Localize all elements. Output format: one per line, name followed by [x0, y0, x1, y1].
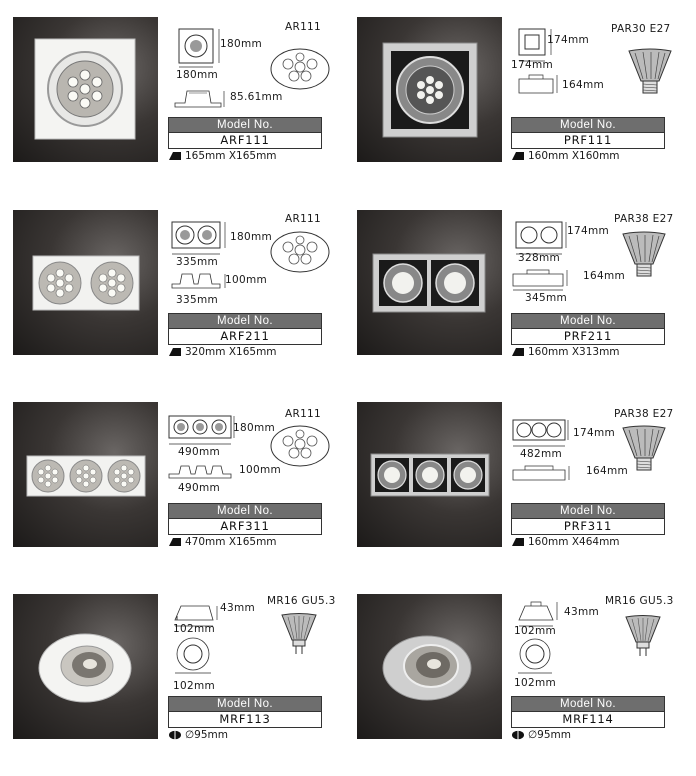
product-card-mrf113 [13, 594, 343, 744]
square-cutout-icon [511, 537, 525, 547]
cutout-size [511, 729, 571, 741]
dimension-depth-width: 102mm [514, 677, 556, 689]
model-header: Model No. [512, 697, 664, 711]
lamp-type: PAR30 E27 [611, 23, 671, 35]
product-card-prf311 [357, 402, 687, 552]
side-view-sketch [171, 85, 227, 111]
dimension-width: 490mm [178, 446, 220, 458]
dimension-depth: 100mm [225, 274, 267, 286]
product-photo [357, 17, 502, 162]
dimension-width: 102mm [514, 625, 556, 637]
round-cutout-icon [168, 730, 182, 740]
front-view-sketch [509, 416, 571, 452]
dimension-depth: 164mm [586, 465, 628, 477]
cutout-value: 470mm X165mm [185, 536, 277, 548]
cutout-size [168, 729, 228, 741]
model-table [168, 696, 322, 728]
model-header: Model No. [169, 697, 321, 711]
product-photo [357, 402, 502, 547]
cutout-size [168, 346, 277, 358]
lamp-type: MR16 GU5.3 [267, 595, 336, 607]
model-header: Model No. [512, 118, 664, 132]
cutout-value: ∅95mm [185, 729, 228, 741]
product-card-prf211 [357, 210, 687, 360]
model-number: PRF311 [512, 518, 664, 534]
product-card-arf311 [13, 402, 343, 552]
dimension-height: 174mm [567, 225, 609, 237]
square-cutout-icon [511, 151, 525, 161]
dimension-depth: 85.61mm [230, 91, 283, 103]
lamp-sketch [619, 424, 669, 476]
model-table [511, 696, 665, 728]
dimension-height: 180mm [220, 38, 262, 50]
dimension-height: 180mm [233, 422, 275, 434]
cutout-value: ∅95mm [528, 729, 571, 741]
model-table [511, 313, 665, 345]
product-photo [357, 594, 502, 739]
model-number: ARF311 [169, 518, 321, 534]
dimension-height: 43mm [220, 602, 256, 614]
lamp-type: MR16 GU5.3 [605, 595, 674, 607]
product-photo [13, 402, 158, 547]
lamp-type: AR111 [285, 408, 322, 420]
front-view-sketch [165, 410, 237, 450]
model-header: Model No. [169, 118, 321, 132]
lamp-sketch [625, 47, 675, 99]
round-cutout-icon [511, 730, 525, 740]
product-photo [13, 594, 158, 739]
model-header: Model No. [512, 504, 664, 518]
dimension-height: 43mm [564, 606, 600, 618]
model-number: PRF111 [512, 132, 664, 148]
lamp-sketch [269, 422, 331, 472]
dimension-depth-width: 345mm [525, 292, 567, 304]
cutout-value: 160mm X313mm [528, 346, 620, 358]
lamp-sketch [279, 612, 319, 658]
dimension-depth: 100mm [239, 464, 281, 476]
dimension-depth: 164mm [583, 270, 625, 282]
model-table [168, 117, 322, 149]
product-photo [13, 17, 158, 162]
cutout-size [511, 536, 620, 548]
model-table [168, 503, 322, 535]
lamp-sketch [269, 228, 331, 278]
product-card-mrf114 [357, 594, 687, 744]
product-card-prf111 [357, 17, 687, 167]
dimension-height: 174mm [573, 427, 615, 439]
lamp-type: PAR38 E27 [614, 213, 674, 225]
product-photo [13, 210, 158, 355]
square-cutout-icon [168, 151, 182, 161]
cutout-value: 320mm X165mm [185, 346, 277, 358]
cutout-size [168, 536, 277, 548]
side-view-sketch [165, 460, 237, 484]
dimension-width: 335mm [176, 256, 218, 268]
dimension-width: 328mm [518, 252, 560, 264]
front-view-sketch [173, 25, 225, 69]
model-number: MRF113 [169, 711, 321, 727]
dimension-width: 180mm [176, 69, 218, 81]
lamp-sketch [623, 614, 663, 660]
cutout-size [168, 150, 277, 162]
dimension-width: 482mm [520, 448, 562, 460]
front-view-sketch [513, 636, 559, 676]
dimension-depth: 164mm [562, 79, 604, 91]
dimension-height: 180mm [230, 231, 272, 243]
side-view-sketch [507, 266, 571, 292]
square-cutout-icon [168, 537, 182, 547]
cutout-value: 165mm X165mm [185, 150, 277, 162]
side-view-sketch [168, 270, 230, 294]
dimension-width: 174mm [511, 59, 553, 71]
model-table [511, 117, 665, 149]
dimension-depth-width: 490mm [178, 482, 220, 494]
dimension-depth-width: 102mm [173, 680, 215, 692]
model-number: ARF111 [169, 132, 321, 148]
side-view-sketch [515, 73, 561, 97]
product-card-arf111 [13, 17, 343, 167]
lamp-sketch [269, 45, 331, 95]
dimension-width: 102mm [173, 623, 215, 635]
model-header: Model No. [512, 314, 664, 328]
model-number: MRF114 [512, 711, 664, 727]
model-table [511, 503, 665, 535]
cutout-value: 160mm X464mm [528, 536, 620, 548]
model-number: ARF211 [169, 328, 321, 344]
cutout-value: 160mm X160mm [528, 150, 620, 162]
dimension-height: 174mm [547, 34, 589, 46]
model-header: Model No. [169, 314, 321, 328]
lamp-type: AR111 [285, 21, 322, 33]
side-view-sketch [509, 462, 573, 484]
square-cutout-icon [511, 347, 525, 357]
front-view-sketch [171, 634, 219, 676]
cutout-size [511, 346, 620, 358]
front-view-sketch [168, 218, 230, 258]
cutout-size [511, 150, 620, 162]
square-cutout-icon [168, 347, 182, 357]
model-header: Model No. [169, 504, 321, 518]
model-table [168, 313, 322, 345]
lamp-type: AR111 [285, 213, 322, 225]
lamp-type: PAR38 E27 [614, 408, 674, 420]
product-photo [357, 210, 502, 355]
model-number: PRF211 [512, 328, 664, 344]
product-card-arf211 [13, 210, 343, 360]
dimension-depth-width: 335mm [176, 294, 218, 306]
lamp-sketch [619, 230, 669, 282]
